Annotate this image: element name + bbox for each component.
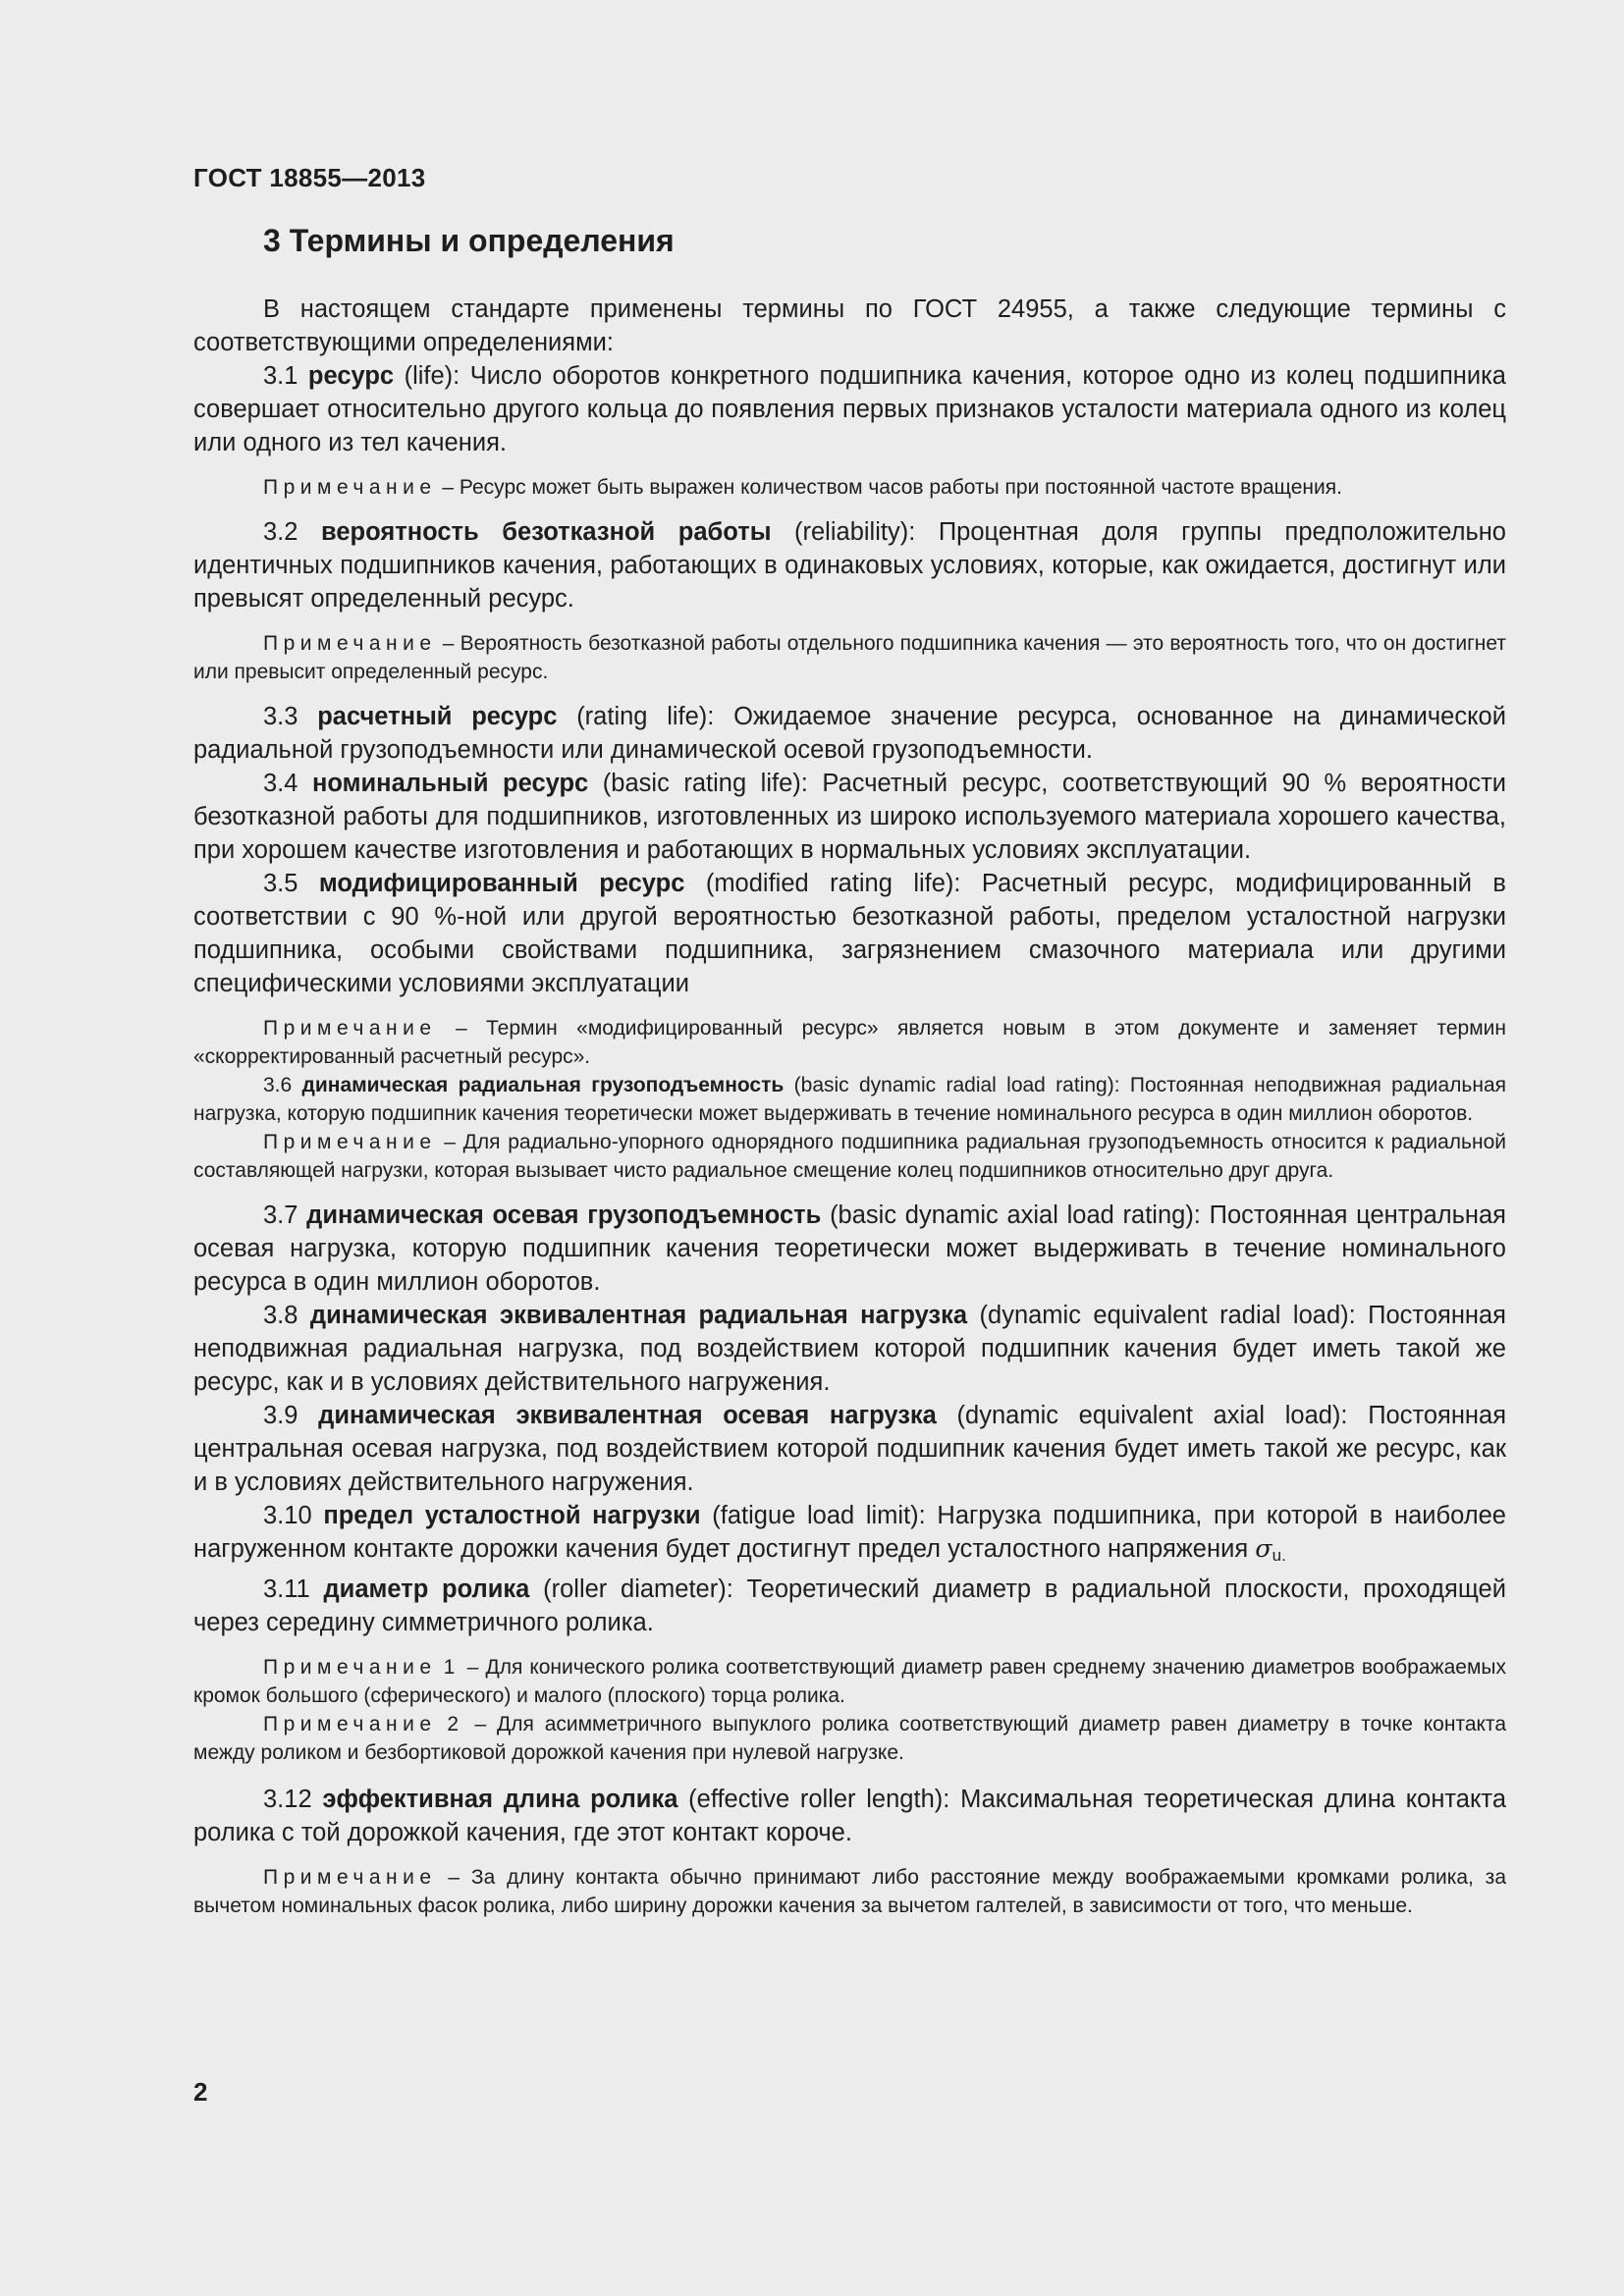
term-3-3: 3.3 расчетный ресурс (rating life): Ожидаемое значение ресурса, основанное на динамической радиальной грузоподъемности или динамической осевой грузоподъемности. xyxy=(193,703,1506,764)
note-label: Примечание xyxy=(263,1131,437,1153)
intro-paragraph: В настоящем стандарте применены термины по ГОСТ 24955, а также следующие термины с соответствующими определениями: xyxy=(193,295,1506,356)
standard-header: ГОСТ 18855—2013 xyxy=(193,163,426,192)
term-name: эффективная длина ролика xyxy=(322,1786,678,1813)
term-name: предел усталостной нагрузки xyxy=(323,1502,701,1529)
term-3-9: 3.9 динамическая эквивалентная осевая нагрузка (dynamic equivalent axial load): Постоянная центральная осевая нагрузка, под воздействием которой подшипник качения будет иметь такой же ресурс, как и в условиях действительного нагружения. xyxy=(193,1402,1507,1496)
term-3-6: 3.6 динамическая радиальная грузоподъемность (basic dynamic radial load rating): Постоянная неподвижная радиальная нагрузка, которую подшипник качения теоретически может выдерживать в течение номинального ресурса в один миллион оборотов. xyxy=(193,1074,1507,1125)
term-3-12: 3.12 эффективная длина ролика (effective roller length): Максимальная теоретическая длина контакта ролика с той дорожкой качения, где этот контакт короче. xyxy=(193,1786,1507,1846)
page-number: 2 xyxy=(193,2077,208,2107)
term-name: вероятность безотказной работы xyxy=(321,518,772,546)
term-3-5: 3.5 модифицированный ресурс (modified rating life): Расчетный ресурс, модифицированный в соответствии с 90 %-ной или другой вероятностью безотказной работы, пределом усталостной нагрузки подшипника, особыми свойствами подшипника, загрязнением смазочного материала или другими специфическими условиями эксплуатации xyxy=(193,870,1506,997)
document-body xyxy=(193,293,1506,1920)
note-3-5: Примечание – Термин «модифицированный ресурс» является новым в этом документе и заменяет термин «скорректированный расчетный ресурс». xyxy=(193,1017,1507,1068)
note-label: Примечание xyxy=(263,1713,437,1735)
term-name: динамическая эквивалентная осевая нагрузка xyxy=(318,1402,937,1429)
note-label: Примечание xyxy=(263,1866,437,1889)
section-title: 3 Термины и определения xyxy=(263,223,675,258)
term-3-2: 3.2 вероятность безотказной работы (reliability): Процентная доля группы предположительно идентичных подшипников качения, работающих в одинаковых условиях, которые, как ожидается, достигнут или превысят определенный ресурс. xyxy=(193,518,1506,613)
term-3-8: 3.8 динамическая эквивалентная радиальная нагрузка (dynamic equivalent radial load): Постоянная неподвижная радиальная нагрузка, под воздействием которой подшипник качения будет иметь такой же ресурс, как и в условиях действительного нагружения. xyxy=(193,1302,1506,1396)
note-3-11-1: Примечание 1 – Для конического ролика соответствующий диаметр равен среднему значению диаметров воображаемых кромок большого (сферического) и малого (плоского) торца ролика. xyxy=(193,1656,1506,1707)
term-name: диаметр ролика xyxy=(323,1575,530,1603)
sigma-subscript: u. xyxy=(1272,1546,1286,1565)
note-label: Примечание xyxy=(263,1017,437,1040)
term-3-1: 3.1 ресурс (life): Число оборотов конкретного подшипника качения, которое одно из колец подшипника совершает относительно другого кольца до появления первых признаков усталости материала одного из колец или одного из тел качения. xyxy=(193,362,1506,456)
term-name: ресурс xyxy=(307,362,395,390)
note-3-11-2: Примечание 2 – Для асимметричного выпуклого ролика соответствующий диаметр равен диаметру в точке контакта между роликом и безбортиковой дорожкой качения при нулевой нагрузке. xyxy=(193,1713,1506,1764)
note-3-1: Примечание – Ресурс может быть выражен количеством часов работы при постоянной частоте вращения. xyxy=(263,476,1342,499)
term-3-4: 3.4 номинальный ресурс (basic rating life): Расчетный ресурс, соответствующий 90 % вероятности безотказной работы для подшипников, изготовленных из широко используемого материала хорошего качества, при хорошем качестве изготовления и работающих в нормальных условиях эксплуатации. xyxy=(193,770,1506,864)
term-name: динамическая осевая грузоподъемность xyxy=(306,1201,822,1229)
note-label: Примечание xyxy=(263,632,437,655)
term-name: номинальный ресурс xyxy=(312,770,589,797)
sigma-symbol: σ xyxy=(1255,1534,1272,1564)
note-3-6: Примечание – Для радиально-упорного однорядного подшипника радиальная грузоподъемность относится к радиальной составляющей нагрузки, которая вызывает чисто радиальное смещение колец подшипников относительно друг друга. xyxy=(193,1131,1506,1182)
note-label: Примечание xyxy=(263,1656,437,1679)
term-name: динамическая радиальная грузоподъемность xyxy=(301,1074,785,1096)
note-label: Примечание xyxy=(263,476,437,499)
note-3-12: Примечание – За длину контакта обычно принимают либо расстояние между воображаемыми кромками ролика, за вычетом номинальных фасок ролика, либо ширину дорожки качения за вычетом галтелей, в зависимости от того, что меньше. xyxy=(193,1866,1506,1917)
term-3-7: 3.7 динамическая осевая грузоподъемность (basic dynamic axial load rating): Постоянная центральная осевая нагрузка, которую подшипник качения теоретически может выдерживать в течение номинального ресурса в один миллион оборотов. xyxy=(193,1201,1506,1296)
note-3-2: Примечание – Вероятность безотказной работы отдельного подшипника качения — это вероятность того, что он достигнет или превысит определенный ресурс. xyxy=(193,632,1506,683)
term-3-10: 3.10 предел усталостной нагрузки (fatigue load limit): Нагрузка подшипника, при которой в наиболее нагруженном контакте дорожки качения будет достигнут предел усталостного напряжения $\sigma_{u.}$ xyxy=(193,1502,1506,1565)
term-name: расчетный ресурс xyxy=(317,703,558,730)
term-3-11: 3.11 диаметр ролика (roller diameter): Теоретический диаметр в радиальной плоскости, проходящей через середину симметричного ролика. xyxy=(193,1575,1506,1636)
term-name: динамическая эквивалентная радиальная нагрузка xyxy=(309,1302,968,1329)
term-name: модифицированный ресурс xyxy=(318,870,685,897)
